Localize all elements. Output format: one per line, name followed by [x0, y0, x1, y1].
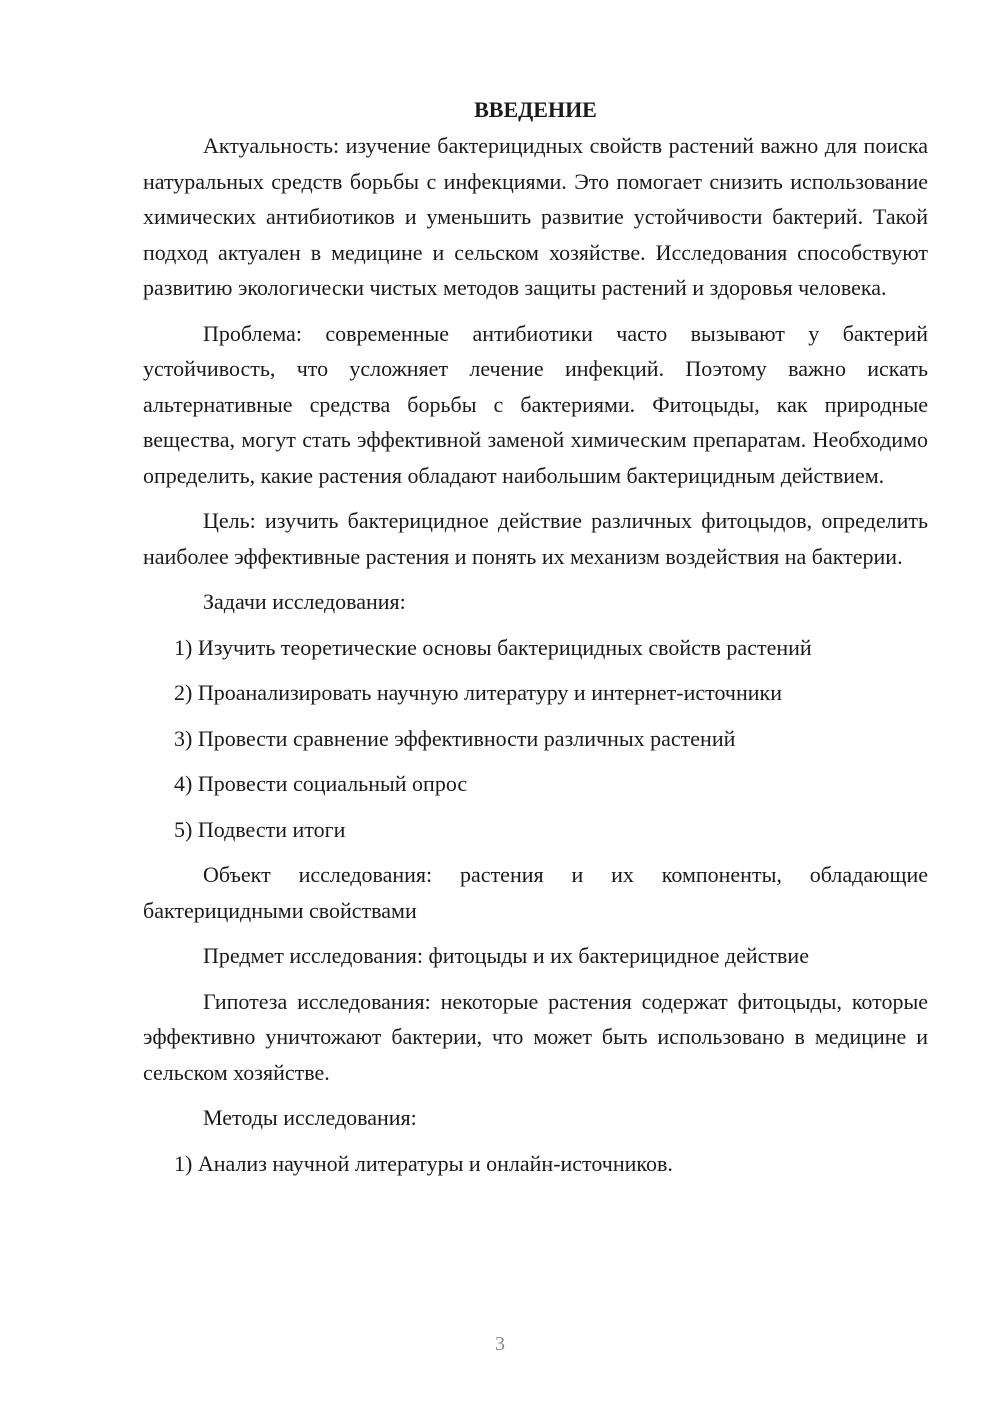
list-item: 5) Подвести итоги — [174, 816, 346, 842]
list-item: 4) Провести социальный опрос — [174, 771, 468, 796]
relevance-paragraph: Актуальность: изучение бактерицидных свойств растений важно для поиска натуральных средств борьбы с инфекциями. Это помогает снизить использование химических антибиотиков и уменьшить развитие устойчивости бактерий. Такой подход актуален в медицине и сельском хозяйстве. Исследования способствуют развитию экологически чистых методов защиты растений и здоровья человека. — [143, 133, 928, 300]
methods-list — [143, 1146, 928, 1182]
list-item: 3) Провести сравнение эффективности различных растений — [174, 725, 736, 751]
list-item: 1) Анализ научной литературы и онлайн-источников. — [174, 1150, 673, 1176]
object-paragraph: Объект исследования: растения и их компоненты, обладающие бактерицидными свойствами — [143, 862, 928, 923]
document-page — [143, 92, 928, 1191]
list-item: 2) Проанализировать научную литературу и интернет-источники — [174, 680, 782, 705]
hypothesis-paragraph: Гипотеза исследования: некоторые растения содержат фитоцыды, которые эффективно уничтожают бактерии, что может быть использовано в медицине и сельском хозяйстве. — [143, 988, 928, 1085]
goal-paragraph: Цель: изучить бактерицидное действие различных фитоцыдов, определить наиболее эффективные растения и понять их механизм воздействия на бактерии. — [143, 508, 928, 569]
problem-paragraph: Проблема: современные антибиотики часто вызывают у бактерий устойчивость, что усложняет лечение инфекций. Поэтому важно искать альтернативные средства борьбы с бактериями. Фитоцыды, как природные вещества, могут стать эффективной заменой химическим препаратам. Необходимо определить, какие растения обладают наибольшим бактерицидным действием. — [143, 320, 928, 488]
section-title: ВВЕДЕНИЕ — [474, 97, 597, 122]
tasks-list — [143, 630, 928, 848]
page-number: 3 — [495, 1333, 505, 1355]
list-item: 1) Изучить теоретические основы бактерицидных свойств растений — [174, 634, 812, 660]
subject-paragraph: Предмет исследования: фитоцыды и их бактерицидное действие — [203, 943, 809, 968]
methods-heading: Методы исследования: — [203, 1105, 417, 1130]
tasks-heading: Задачи исследования: — [203, 589, 406, 614]
